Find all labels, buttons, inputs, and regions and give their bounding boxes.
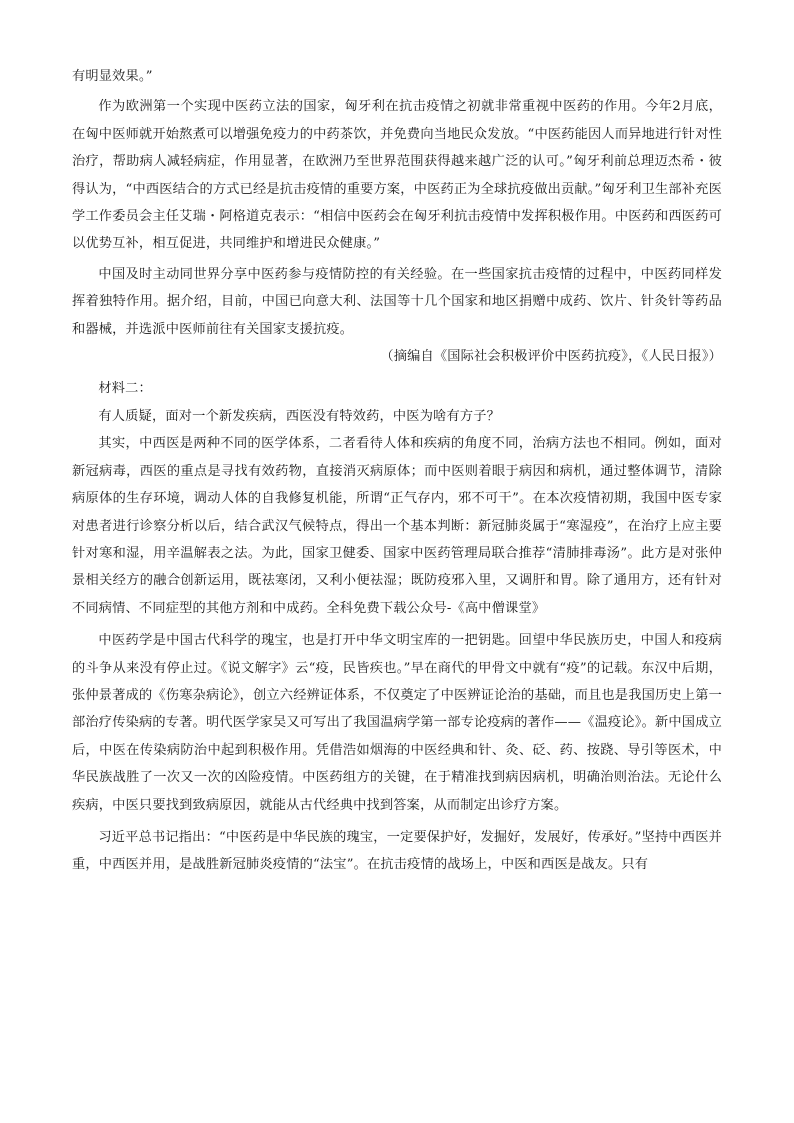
paragraph-two-systems: 其实，中西医是两种不同的医学体系，二者看待人体和疾病的角度不同，治病方法也不相同。例如，面对新冠病毒，西医的重点是寻找有效药物，直接消灭病原体；而中医则着眼于病因和病机，通过整体调节，清除病原体的生存环境，调动人体的自我修复机能，所谓“正气存内，邪不可干”。在本次疫情初期，我国中医专家对患者进行诊察分析以后，结合武汉气候特点，得出一个基本判断：新冠肺炎属于“寒湿疫”，在治疗上应主要针对寒和湿，用辛温解表之法。为此，国家卫健委、国家中医药管理局联合推荐“清肺排毒汤”。此方是对张仲景相关经方的融合创新运用，既祛寒闭，又利小便祛湿；既防疫邪入里，又调肝和胃。除了通用方，还有针对不同病情、不同症型的其他方剂和中成药。全科免费下载公众号-《高中僧课堂》	[72, 436, 722, 616]
paragraph-question: 有人质疑，面对一个新发疾病，西医没有特效药，中医为啥有方子？	[98, 408, 501, 424]
paragraph-china-sharing: 中国及时主动同世界分享中医药参与疫情防控的有关经验。在一些国家抗击疫情的过程中，中医药同样发挥着独特作用。据介绍，目前，中国已向意大利、法国等十几个国家和地区捐赠中成药、饮片、针灸针等药品和器械，并选派中医师前往有关国家支援抗疫。	[72, 266, 722, 337]
paragraph-continuation: 有明显效果。”	[72, 69, 153, 84]
material-two-label: 材料二：	[98, 381, 152, 397]
source-citation: （摘编自《国际社会积极评价中医药抗疫》，《人民日报》）	[380, 349, 722, 365]
paragraph-tcm-history: 中医药学是中国古代科学的瑰宝，也是打开中华文明宝库的一把钥匙。回望中华民族历史，中国人和疫病的斗争从来没有停止过。《说文解字》云“疫，民皆疾也。”早在商代的甲骨文中就有“疫”的记载。东汉中后期，张仲景著成的《伤寒杂病论》，创立六经辨证体系，不仅奠定了中医辨证论治的基础，而且也是我国历史上第一部治疗传染病的专著。明代医学家吴又可写出了我国温病学第一部专论疫病的著作——《温疫论》。新中国成立后，中医在传染病防治中起到积极作用。凭借浩如烟海的中医经典和针、灸、砭、药、按跷、导引等医术，中华民族战胜了一次又一次的凶险疫情。中医药组方的关键，在于精准找到病因病机，明确治则治法。无论什么疾病，中医只要找到致病原因，就能从古代经典中找到答案，从而制定出诊疗方案。	[72, 633, 722, 813]
paragraph-hungary: 作为欧洲第一个实现中医药立法的国家，匈牙利在抗击疫情之初就非常重视中医药的作用。今年2月底，在匈中医师就开始熬煮可以增强免疫力的中药茶饮，并免费向当地民众发放。“中医药能因人而异地进行针对性治疗，帮助病人减轻病症，作用显著，在欧洲乃至世界范围获得越来越广泛的认可。”匈牙利前总理迈杰希・彼得认为，“中西医结合的方式已经是抗击疫情的重要方案，中医药正为全球抗疫做出贡献。”匈牙利卫生部补充医学工作委员会主任艾瑞・阿格道克表示：“相信中医药会在匈牙利抗击疫情中发挥积极作用。中医药和西医药可以优势互补，相互促进，共同维护和增进民众健康。”	[72, 99, 722, 252]
document-page	[72, 63, 722, 879]
paragraph-xi-quote: 习近平总书记指出：“中医药是中华民族的瑰宝，一定要保护好，发掘好，发展好，传承好。”坚持中西医并重，中西医并用，是战胜新冠肺炎疫情的“法宝”。在抗击疫情的战场上，中医和西医是战友。只有	[72, 829, 722, 873]
